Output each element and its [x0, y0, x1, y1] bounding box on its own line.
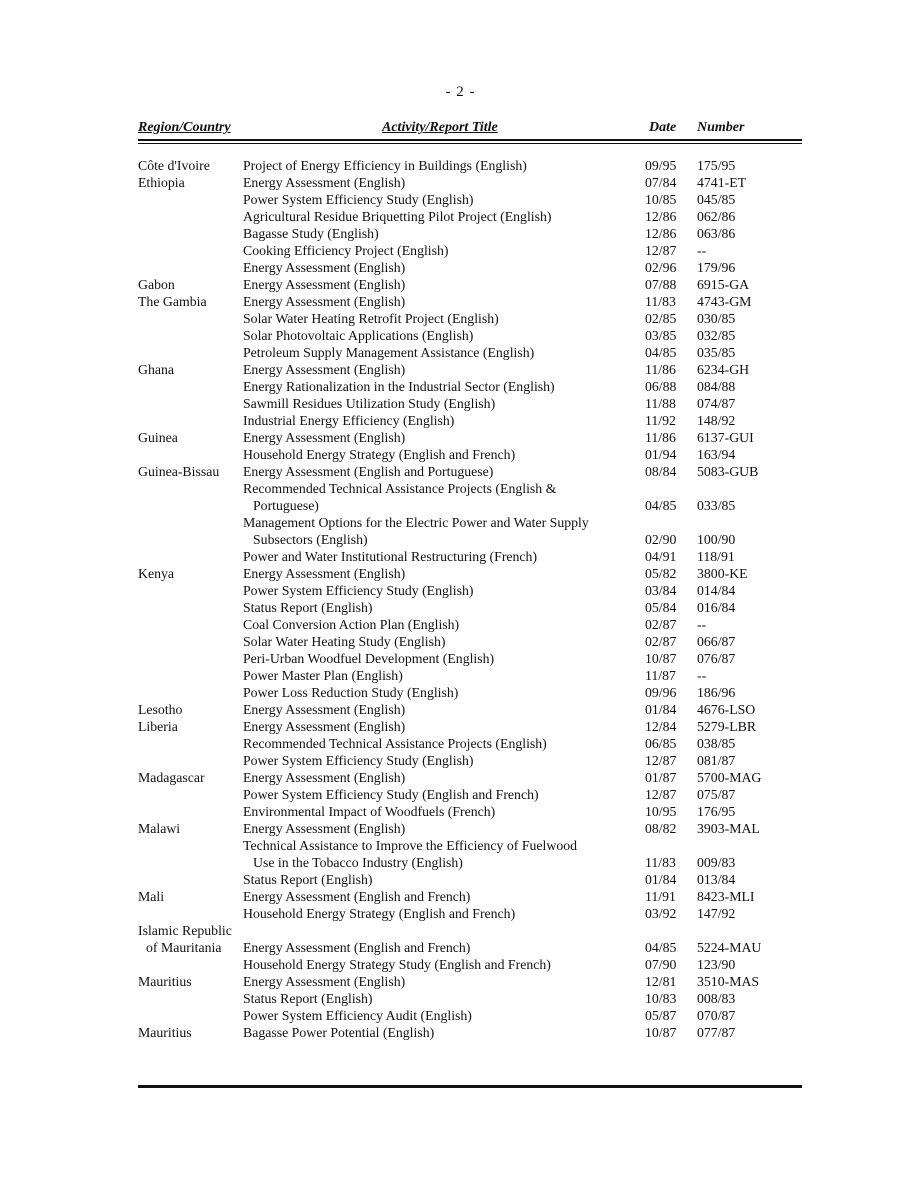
cell-title: Petroleum Supply Management Assistance (English) [243, 345, 535, 360]
cell-number: -- [697, 243, 707, 258]
table-row [138, 973, 802, 990]
cell-number: 063/86 [697, 226, 736, 241]
cell-region: Guinea-Bissau [138, 464, 220, 479]
header-rule-thin [138, 143, 802, 144]
table-row [138, 463, 802, 480]
cell-title: Power System Efficiency Audit (English) [243, 1008, 472, 1023]
cell-title: Power System Efficiency Study (English) [243, 583, 474, 598]
cell-title: Energy Assessment (English) [243, 175, 406, 190]
column-header-number: Number [697, 120, 745, 135]
cell-region: Mali [138, 889, 165, 904]
cell-number: 148/92 [697, 413, 736, 428]
table-row [138, 633, 802, 650]
cell-date: 01/94 [645, 447, 677, 462]
cell-date: 11/86 [645, 362, 676, 377]
cell-number: 118/91 [697, 549, 735, 564]
cell-number: 5224-MAU [697, 940, 762, 955]
cell-title: Energy Assessment (English) [243, 430, 406, 445]
cell-title: Energy Assessment (English) [243, 294, 406, 309]
cell-title: Energy Assessment (English) [243, 719, 406, 734]
cell-number: 3510-MAS [697, 974, 760, 989]
cell-number: 066/87 [697, 634, 736, 649]
cell-date: 02/90 [645, 532, 677, 547]
cell-number: 074/87 [697, 396, 736, 411]
cell-date: 11/83 [645, 855, 676, 870]
cell-number: 014/84 [697, 583, 736, 598]
cell-number: -- [697, 617, 707, 632]
cell-number: 123/90 [697, 957, 736, 972]
cell-date: 03/84 [645, 583, 677, 598]
table-row [138, 548, 802, 565]
cell-date: 07/88 [645, 277, 677, 292]
cell-title: Household Energy Strategy Study (English and French) [243, 957, 551, 972]
cell-region: Ethiopia [138, 175, 185, 190]
cell-title: Industrial Energy Efficiency (English) [243, 413, 455, 428]
cell-title: Subsectors (English) [253, 532, 368, 547]
cell-title: Technical Assistance to Improve the Efficiency of Fuelwood [243, 838, 578, 853]
cell-number: 100/90 [697, 532, 736, 547]
cell-date: 10/85 [645, 192, 677, 207]
cell-number: 009/83 [697, 855, 736, 870]
cell-region: Madagascar [138, 770, 205, 785]
cell-title: Peri-Urban Woodfuel Development (English) [243, 651, 495, 666]
cell-title: Solar Photovoltaic Applications (English) [243, 328, 474, 343]
cell-title: Cooking Efficiency Project (English) [243, 243, 449, 258]
cell-title: Power Loss Reduction Study (English) [243, 685, 459, 700]
cell-date: 02/87 [645, 617, 677, 632]
cell-title: Coal Conversion Action Plan (English) [243, 617, 460, 632]
cell-date: 10/95 [645, 804, 677, 819]
table-row [138, 939, 802, 956]
cell-region: Kenya [138, 566, 175, 581]
footer-rule [138, 1085, 802, 1088]
table-row [138, 871, 802, 888]
cell-number: 3903-MAL [697, 821, 760, 836]
cell-title: Recommended Technical Assistance Projects (English) [243, 736, 547, 751]
cell-number: 013/84 [697, 872, 736, 887]
cell-title: Energy Assessment (English) [243, 702, 406, 717]
cell-title: Bagasse Study (English) [243, 226, 379, 241]
cell-date: 04/91 [645, 549, 677, 564]
cell-date: 02/96 [645, 260, 677, 275]
cell-date: 04/85 [645, 498, 677, 513]
cell-title: Power and Water Institutional Restructuring (French) [243, 549, 538, 564]
cell-number: 6234-GH [697, 362, 750, 377]
cell-date: 01/84 [645, 872, 677, 887]
table-row [138, 242, 802, 259]
table-row [138, 769, 802, 786]
table-row [138, 786, 802, 803]
cell-title: Management Options for the Electric Power and Water Supply [243, 515, 589, 530]
cell-date: 07/90 [645, 957, 677, 972]
table-row [138, 429, 802, 446]
cell-number: 163/94 [697, 447, 736, 462]
cell-title: Energy Assessment (English) [243, 277, 406, 292]
cell-number: -- [697, 668, 707, 683]
table-row [138, 718, 802, 735]
cell-number: 3800-KE [697, 566, 748, 581]
cell-number: 077/87 [697, 1025, 736, 1040]
cell-region: The Gambia [138, 294, 207, 309]
cell-date: 11/91 [645, 889, 676, 904]
cell-date: 11/92 [645, 413, 676, 428]
cell-title: Recommended Technical Assistance Projects (English & [243, 481, 557, 496]
table-row [138, 208, 802, 225]
table-row [138, 650, 802, 667]
cell-number: 075/87 [697, 787, 736, 802]
cell-date: 12/86 [645, 226, 677, 241]
table-row [138, 922, 802, 939]
cell-number: 070/87 [697, 1008, 736, 1023]
cell-title: Solar Water Heating Study (English) [243, 634, 446, 649]
cell-title: Energy Assessment (English and French) [243, 889, 471, 904]
cell-title: Status Report (English) [243, 872, 373, 887]
cell-date: 01/87 [645, 770, 677, 785]
cell-title: Portuguese) [253, 498, 319, 513]
table-row [138, 259, 802, 276]
cell-number: 032/85 [697, 328, 736, 343]
cell-title: Energy Assessment (English) [243, 974, 406, 989]
cell-title: Household Energy Strategy (English and French) [243, 906, 516, 921]
cell-region: Liberia [138, 719, 178, 734]
page-number: - 2 - [445, 84, 476, 100]
cell-number: 062/86 [697, 209, 736, 224]
cell-region: Gabon [138, 277, 175, 292]
table-row [138, 582, 802, 599]
cell-number: 4676-LSO [697, 702, 756, 717]
cell-number: 076/87 [697, 651, 736, 666]
cell-date: 05/84 [645, 600, 677, 615]
table-row [138, 191, 802, 208]
table-row [138, 293, 802, 310]
cell-region: Islamic Republic [138, 923, 232, 938]
cell-date: 05/82 [645, 566, 677, 581]
cell-title: Energy Assessment (English and Portuguese) [243, 464, 494, 479]
cell-region: Ghana [138, 362, 175, 377]
cell-number: 6137-GUI [697, 430, 754, 445]
cell-number: 035/85 [697, 345, 736, 360]
cell-date: 08/84 [645, 464, 677, 479]
cell-region: Côte d'Ivoire [138, 158, 210, 173]
table-row [138, 480, 802, 497]
table-row [138, 956, 802, 973]
cell-number: 033/85 [697, 498, 736, 513]
cell-title: Energy Assessment (English) [243, 260, 406, 275]
cell-title: Use in the Tobacco Industry (English) [253, 855, 463, 870]
cell-title: Sawmill Residues Utilization Study (English) [243, 396, 496, 411]
table-row [138, 395, 802, 412]
cell-number: 147/92 [697, 906, 736, 921]
cell-number: 016/84 [697, 600, 736, 615]
cell-date: 06/88 [645, 379, 677, 394]
cell-number: 8423-MLI [697, 889, 755, 904]
table-row [138, 565, 802, 582]
table-row [138, 327, 802, 344]
cell-title: Solar Water Heating Retrofit Project (English) [243, 311, 499, 326]
cell-title: Project of Energy Efficiency in Buildings (English) [243, 158, 527, 173]
table-row [138, 1007, 802, 1024]
cell-number: 008/83 [697, 991, 736, 1006]
cell-date: 11/83 [645, 294, 676, 309]
table-row [138, 735, 802, 752]
cell-number: 081/87 [697, 753, 736, 768]
cell-number: 5700-MAG [697, 770, 762, 785]
cell-date: 12/81 [645, 974, 677, 989]
cell-title: Power System Efficiency Study (English) [243, 753, 474, 768]
cell-region: Guinea [138, 430, 178, 445]
cell-date: 10/87 [645, 651, 677, 666]
cell-title: Energy Assessment (English and French) [243, 940, 471, 955]
cell-region: of Mauritania [146, 940, 222, 955]
cell-number: 084/88 [697, 379, 736, 394]
cell-date: 01/84 [645, 702, 677, 717]
table-row [138, 599, 802, 616]
column-header-region: Region/Country [138, 120, 231, 135]
cell-date: 05/87 [645, 1008, 677, 1023]
cell-number: 175/95 [697, 158, 736, 173]
cell-date: 11/87 [645, 668, 676, 683]
cell-title: Power System Efficiency Study (English and French) [243, 787, 539, 802]
cell-number: 038/85 [697, 736, 736, 751]
cell-title: Energy Assessment (English) [243, 566, 406, 581]
cell-number: 5279-LBR [697, 719, 757, 734]
cell-date: 02/85 [645, 311, 677, 326]
cell-title: Status Report (English) [243, 991, 373, 1006]
table-row [138, 667, 802, 684]
table-row [138, 701, 802, 718]
cell-date: 03/85 [645, 328, 677, 343]
cell-date: 10/87 [645, 1025, 677, 1040]
table-row [138, 837, 802, 854]
cell-date: 12/87 [645, 753, 677, 768]
table-row [138, 854, 802, 871]
cell-title: Status Report (English) [243, 600, 373, 615]
cell-date: 12/87 [645, 243, 677, 258]
cell-date: 09/95 [645, 158, 677, 173]
table-row [138, 684, 802, 701]
table-row [138, 514, 802, 531]
cell-title: Power Master Plan (English) [243, 668, 403, 683]
table-row [138, 446, 802, 463]
cell-title: Bagasse Power Potential (English) [243, 1025, 435, 1040]
table-row [138, 344, 802, 361]
table-row [138, 497, 802, 514]
table-row [138, 820, 802, 837]
cell-title: Household Energy Strategy (English and French) [243, 447, 516, 462]
table-row [138, 225, 802, 242]
cell-date: 12/86 [645, 209, 677, 224]
cell-number: 045/85 [697, 192, 736, 207]
cell-date: 07/84 [645, 175, 677, 190]
cell-date: 04/85 [645, 940, 677, 955]
report-table [138, 157, 802, 1041]
table-row [138, 616, 802, 633]
cell-title: Energy Assessment (English) [243, 362, 406, 377]
table-row [138, 174, 802, 191]
cell-date: 12/84 [645, 719, 677, 734]
cell-title: Energy Assessment (English) [243, 821, 406, 836]
column-header-title: Activity/Report Title [382, 120, 498, 135]
cell-title: Energy Assessment (English) [243, 770, 406, 785]
cell-number: 4743-GM [697, 294, 752, 309]
cell-number: 176/95 [697, 804, 736, 819]
cell-region: Mauritius [138, 1025, 192, 1040]
cell-date: 02/87 [645, 634, 677, 649]
cell-date: 08/82 [645, 821, 677, 836]
cell-region: Lesotho [138, 702, 183, 717]
table-row [138, 276, 802, 293]
table-row [138, 157, 802, 174]
cell-region: Malawi [138, 821, 181, 836]
cell-date: 09/96 [645, 685, 677, 700]
table-row [138, 310, 802, 327]
table-row [138, 1024, 802, 1041]
cell-number: 4741-ET [697, 175, 747, 190]
table-row [138, 990, 802, 1007]
cell-number: 030/85 [697, 311, 736, 326]
table-row [138, 752, 802, 769]
table-header [138, 118, 802, 140]
cell-date: 03/92 [645, 906, 677, 921]
header-rule [138, 139, 802, 141]
cell-date: 10/83 [645, 991, 677, 1006]
cell-title: Agricultural Residue Briquetting Pilot Project (English) [243, 209, 552, 224]
cell-date: 11/86 [645, 430, 676, 445]
cell-number: 6915-GA [697, 277, 750, 292]
table-row [138, 531, 802, 548]
table-row [138, 905, 802, 922]
table-row [138, 888, 802, 905]
cell-title: Power System Efficiency Study (English) [243, 192, 474, 207]
cell-date: 04/85 [645, 345, 677, 360]
table-row [138, 803, 802, 820]
cell-date: 12/87 [645, 787, 677, 802]
table-row [138, 412, 802, 429]
cell-region: Mauritius [138, 974, 192, 989]
cell-title: Environmental Impact of Woodfuels (French) [243, 804, 496, 819]
cell-date: 06/85 [645, 736, 677, 751]
cell-number: 186/96 [697, 685, 736, 700]
cell-number: 5083-GUB [697, 464, 759, 479]
table-row [138, 361, 802, 378]
cell-number: 179/96 [697, 260, 736, 275]
cell-date: 11/88 [645, 396, 676, 411]
column-header-date: Date [649, 120, 677, 135]
cell-title: Energy Rationalization in the Industrial Sector (English) [243, 379, 555, 394]
table-row [138, 378, 802, 395]
